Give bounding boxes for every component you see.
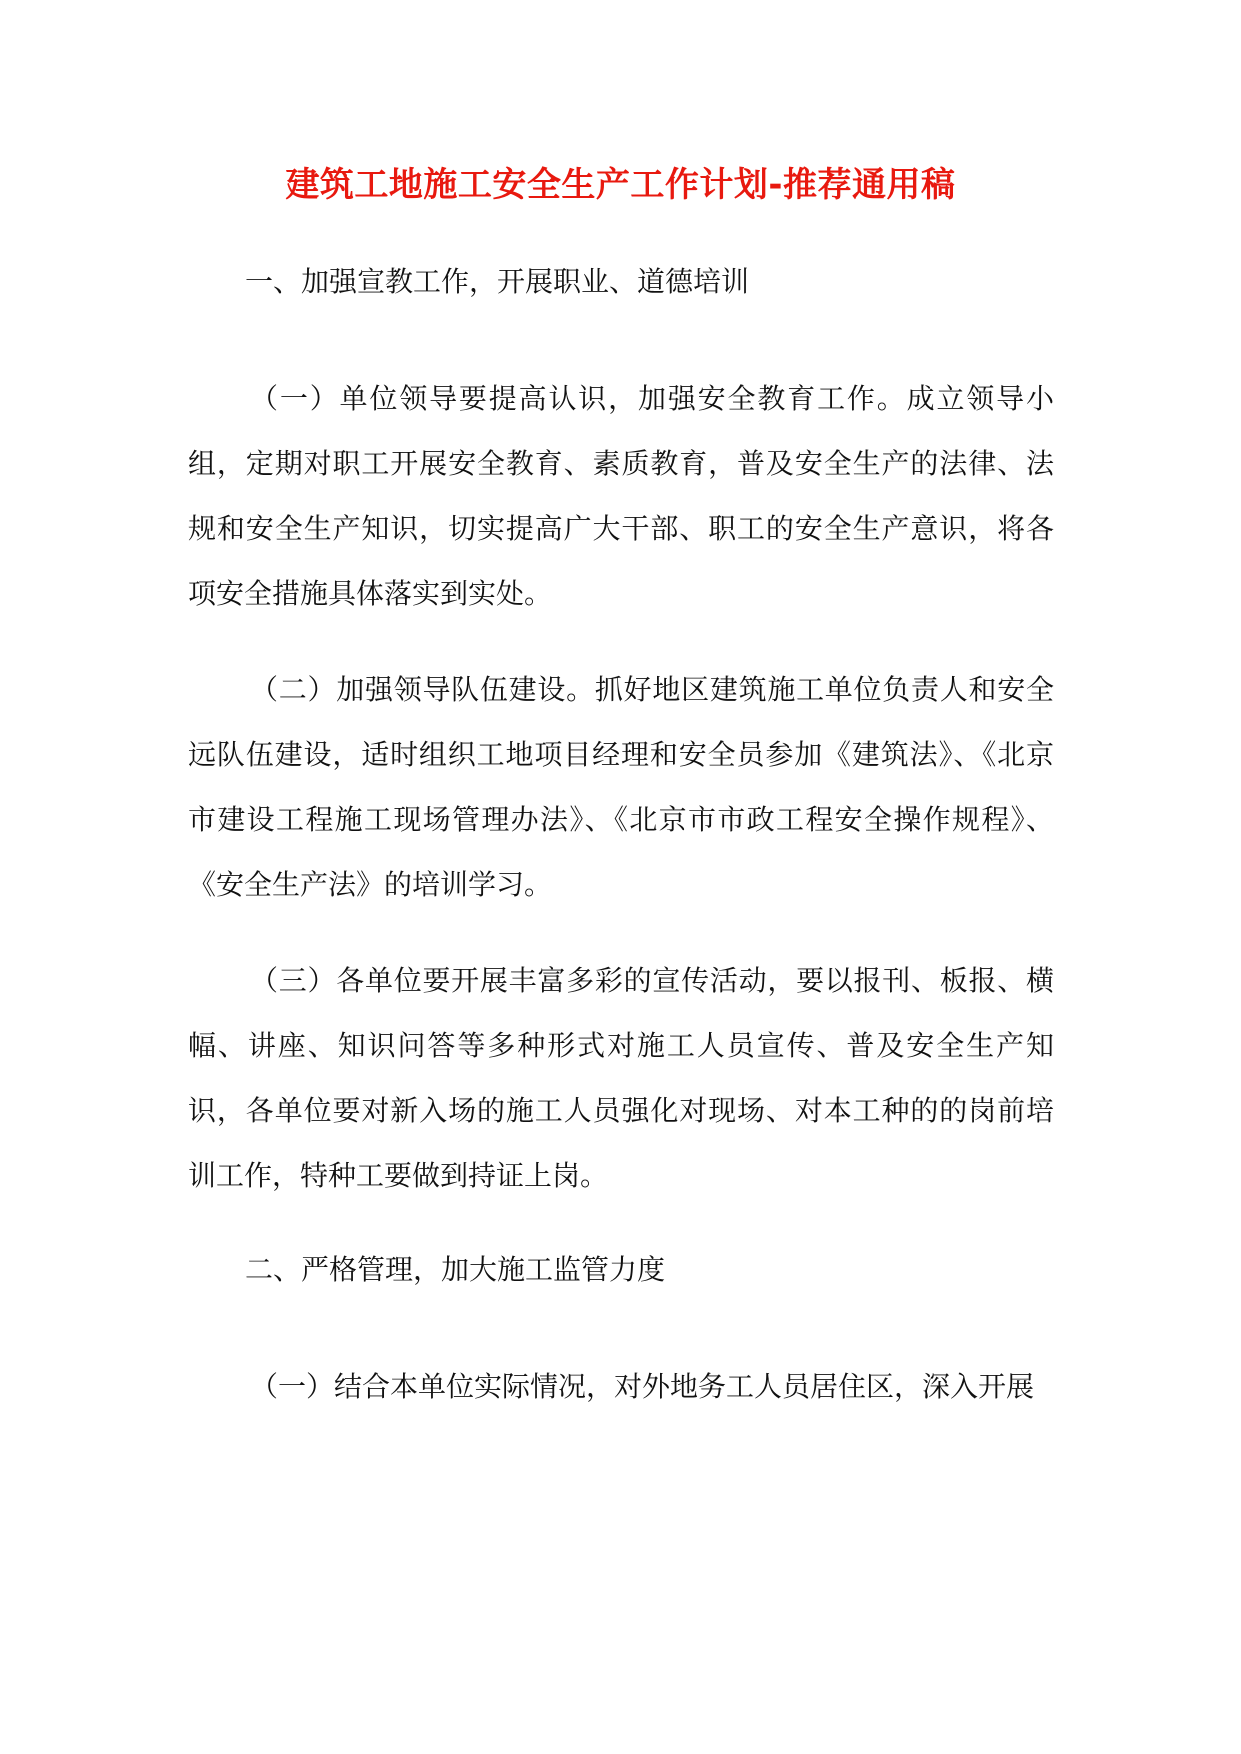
paragraph-1-2: （二）加强领导队伍建设。抓好地区建筑施工单位负责人和安全远队伍建设，适时组织工地项目经理和安全员参加《建筑法》、《北京市建设工程施工现场管理办法》、《北京市市政工程安全操作规程》、《安全生产法》的培训学习。 (188, 673, 1054, 901)
paragraph-1-1: （一）单位领导要提高认识，加强安全教育工作。成立领导小组，定期对职工开展安全教育、素质教育，普及安全生产的法律、法规和安全生产知识，切实提高广大干部、职工的安全生产意识，将各项安全措施具体落实到实处。 (188, 382, 1054, 610)
section-heading-2: 二、严格管理，加大施工监管力度 (245, 1253, 666, 1286)
section-heading-1: 一、加强宣教工作，开展职业、道德培训 (245, 265, 750, 298)
paragraph-2-1: （一）结合本单位实际情况，对外地务工人员居住区，深入开展 (250, 1370, 1035, 1403)
paragraph-1-3: （三）各单位要开展丰富多彩的宣传活动，要以报刊、板报、横幅、讲座、知识问答等多种形式对施工人员宣传、普及安全生产知识，各单位要对新入场的施工人员强化对现场、对本工种的的岗前培训工作，特种工要做到持证上岗。 (188, 964, 1054, 1192)
document-title: 建筑工地施工安全生产工作计划-推荐通用稿 (285, 165, 956, 205)
